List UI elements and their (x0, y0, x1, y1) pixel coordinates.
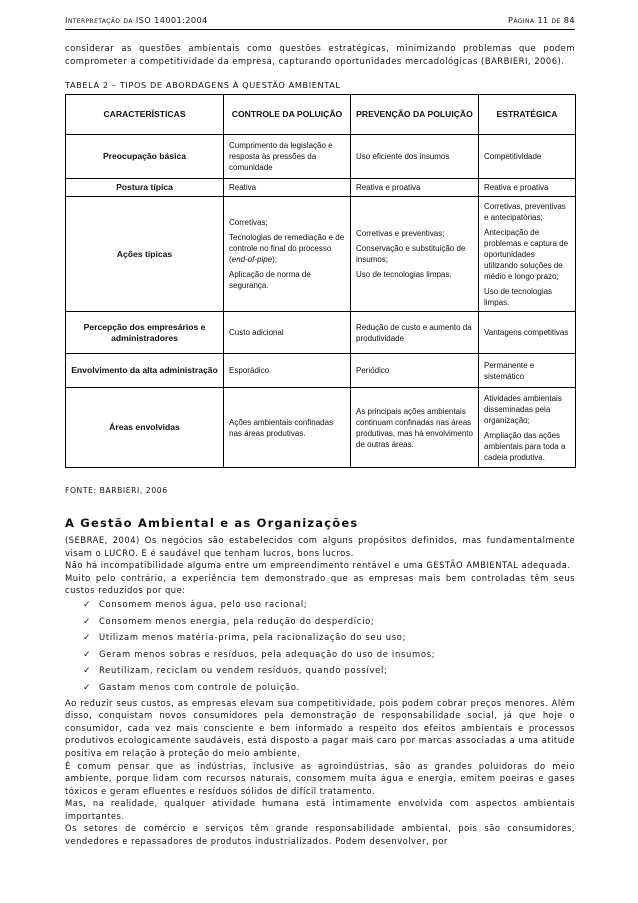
table-cell (479, 312, 576, 354)
cell-line: Uso de tecnologias limpas. (356, 270, 452, 279)
checkmark-icon: ✓ (83, 666, 92, 677)
paragraph: Os setores de comércio e serviços têm grande responsabilidade ambiental, pois são consumidores, vendedores e repassadores de produtos industrializados. Podem desenvolver, por (65, 823, 575, 847)
col-header-prevencao: PREVENÇÃO DA POLUIÇÃO (351, 95, 479, 135)
paragraph: É comum pensar que as indústrias, inclusive as agroindústrias, são as grandes poluidoras do meio ambiente, porque lidam com recursos naturais, consomem muita água e energia, emitem poeiras e gases tóxicos e geram efluentes e resíduos sólidos de difícil tratamento. (65, 760, 575, 796)
row-label: Ações típicas (66, 197, 224, 312)
list-item-text: Utilizam menos matéria-prima, pela racionalização do seu uso; (99, 632, 407, 643)
list-item (83, 663, 575, 680)
paragraph: (SEBRAE, 2004) Os negócios são estabelecidos com alguns propósitos definidos, mas fundamentalmente visam o LUCRO. E é saudável que tenham lucros, bons lucros. (65, 535, 575, 558)
table-cell (224, 197, 351, 312)
table-cell (351, 179, 479, 197)
table-cell (351, 312, 479, 354)
cell-line: Reativa (229, 183, 257, 192)
cell-line: Corretivas e preventivas; (356, 229, 445, 238)
table-row (66, 312, 576, 354)
cell-line: Uso de tecnologias limpas. (484, 286, 553, 307)
cell-line: Ampliação das ações ambientais para toda a cadeia produtiva. (484, 430, 566, 462)
row-label: Envolvimento da alta administração (66, 354, 224, 388)
table-row (66, 135, 576, 179)
table-cell (224, 135, 351, 179)
cell-line (229, 232, 345, 265)
row-label: Postura típica (66, 179, 224, 197)
list-item (83, 597, 575, 614)
cell-text: Tecnologias de remediação e de controle no final do processo ( (229, 233, 345, 264)
cell-line: Antecipação de problemas e captura de oportunidades utilizando soluções de médio e longo prazo; (484, 227, 569, 281)
cell-line: Redução de custo e aumento da produtividade (356, 322, 472, 343)
page-header (65, 15, 575, 30)
cell-line: As principais ações ambientais continuam confinadas nas áreas produtivas, mas há envolvimento de outras áreas. (356, 406, 473, 449)
table-cell (351, 135, 479, 179)
checkmark-icon: ✓ (83, 682, 92, 693)
paragraph: Ao reduzir seus custos, as empresas elevam sua competitividade, pois podem cobrar preços menores. Além disso, conquistam novos consumidores pela demonstração de responsabilidade social, já que hoje o consumidor, cada vez mais consciente e bem informado a respeito dos efeitos ambientais e processos produtivos ecologicamente saudáveis, está disposto a pagar mais caro por marcas associadas a uma atitude positiva em relação à proteção do meio ambiente. (65, 697, 575, 758)
cell-line: Ações ambientais confinadas nas áreas produtivas. (229, 417, 334, 438)
table-caption: TABELA 2 – TIPOS DE ABORDAGENS À QUESTÃO AMBIENTAL (65, 80, 341, 90)
table-cell (224, 179, 351, 197)
intro-paragraph: considerar as questões ambientais como questões estratégicas, minimizando problemas que podem comprometer a competitividade da empresa, capturando oportunidades mercadológicas (BARBIERI, 2006). (65, 43, 575, 66)
list-item-text: Gastam menos com controle de poluição. (99, 681, 300, 692)
table-cell (351, 388, 479, 468)
cell-line: Esporádico (229, 366, 270, 375)
table-cell (351, 197, 479, 312)
paragraph: Não há incompatibilidade alguma entre um empreendimento rentável e uma GESTÃO AMBIENTAL adequada. (65, 560, 571, 571)
table-cell (479, 179, 576, 197)
cell-line: Custo adicional (229, 328, 284, 337)
cell-line: Cumprimento da legislação e resposta às pressões da comunidade (229, 141, 333, 172)
cell-line: Corretivas; (229, 218, 268, 227)
list-item (83, 680, 575, 697)
list-item-text: Geram menos sobras e resíduos, pela adequação do uso de insumos; (99, 648, 436, 659)
table-row (66, 179, 576, 197)
cell-line: Reativa e proativa (484, 183, 549, 192)
cell-line: Conservação e substituição de insumos; (356, 244, 466, 264)
header-title: Interpretação da ISO 14001:2004 (65, 15, 208, 25)
cell-line: Competitividade (484, 152, 542, 161)
list-item-text: Consomem menos água, pelo uso racional; (99, 598, 308, 609)
page-number: Página 11 de 84 (507, 15, 575, 25)
cell-line: Reativa e proativa (356, 183, 421, 192)
table-cell (224, 388, 351, 468)
table-cell (351, 354, 479, 388)
cell-text-italic: end-of-pipe (231, 255, 273, 264)
checkmark-icon: ✓ (83, 616, 92, 627)
cell-line: Corretivas, preventivas e antecipatórias; (484, 201, 566, 222)
row-label: Percepção dos empresários e administradores (66, 312, 224, 354)
checkmark-icon: ✓ (83, 633, 92, 644)
paragraph: Mas, na realidade, qualquer atividade humana está intimamente envolvida com aspectos ambientais importantes. (65, 798, 575, 821)
section-body (65, 534, 575, 848)
col-header-controle: CONTROLE DA POLUIÇÃO (224, 95, 351, 135)
cell-text: ); (272, 255, 278, 264)
checklist (65, 597, 575, 697)
cell-line: Periódico (356, 366, 390, 375)
section-title: A Gestão Ambiental e as Organizações (65, 516, 359, 530)
list-item-text: Consomem menos energia, pela redução do desperdício; (99, 615, 375, 626)
table-cell (479, 354, 576, 388)
table-source: FONTE: BARBIERI, 2006 (65, 486, 168, 495)
table-cell (479, 135, 576, 179)
table-cell (479, 197, 576, 312)
list-item (83, 614, 575, 631)
list-item (83, 647, 575, 664)
table-row (66, 197, 576, 312)
table-header-row (66, 95, 576, 135)
row-label: Áreas envolvidas (66, 388, 224, 468)
cell-line: Permanente e sistemático (484, 360, 535, 381)
col-header-caracteristicas: CARACTERÍSTICAS (66, 95, 224, 135)
cell-line: Aplicação de norma de segurança. (229, 270, 311, 290)
checkmark-icon: ✓ (83, 649, 92, 660)
table-cell (479, 388, 576, 468)
cell-line: Uso eficiente dos insumos (356, 152, 450, 161)
col-header-estrategica: ESTRATÉGICA (479, 95, 576, 135)
table-row (66, 388, 576, 468)
table-cell (224, 312, 351, 354)
row-label: Preocupação básica (66, 135, 224, 179)
cell-line: Atividades ambientais disseminadas pela organização; (484, 393, 562, 425)
approaches-table (65, 94, 576, 468)
table-row (66, 354, 576, 388)
list-item-text: Reutilizam, reciclam ou vendem resíduos, quando possível; (99, 665, 388, 676)
table-cell (224, 354, 351, 388)
cell-line: Vantagens competitivas (484, 328, 569, 337)
paragraph: Muito pelo contrário, a experiência tem demonstrado que as empresas mais bem controladas têm seus custos reduzidos por que: (65, 572, 575, 596)
checkmark-icon: ✓ (83, 599, 92, 610)
list-item (83, 630, 575, 647)
